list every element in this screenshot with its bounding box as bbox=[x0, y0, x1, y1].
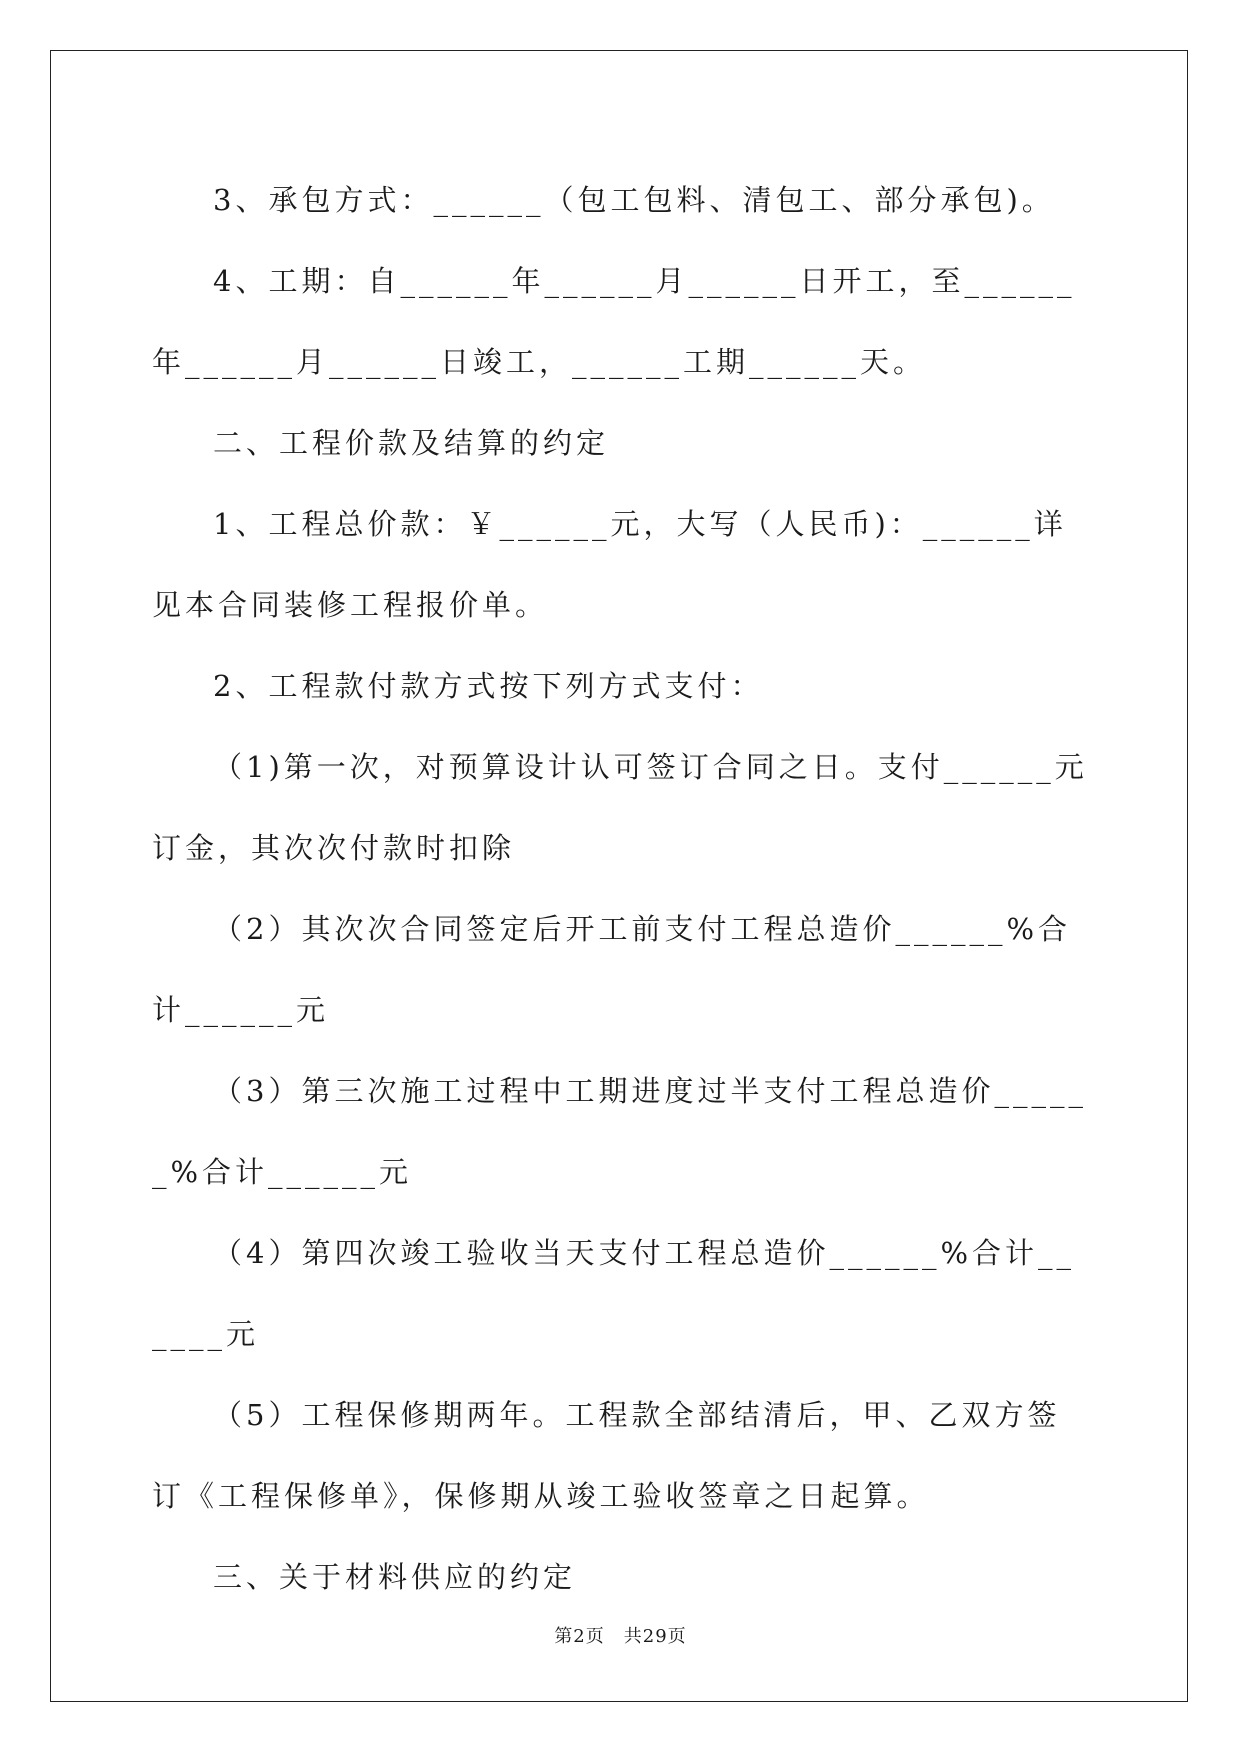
clause-contract-method: 3、承包方式：______（包工包料、清包工、部分承包)。 bbox=[213, 183, 1055, 217]
payment-item-2: （2）其次次合同签定后开工前支付工程总造价______%合计______元 bbox=[152, 912, 1072, 1027]
document-body bbox=[152, 160, 1092, 1618]
section-heading-material-supply: 三、关于材料供应的约定 bbox=[213, 1560, 577, 1594]
payment-item-3: （3）第三次施工过程中工期进度过半支付工程总造价______%合计______元 bbox=[152, 1074, 1087, 1189]
clause-construction-period: 4、工期：自______年______月______日开工，至______年______月______日竣工，______工期______天。 bbox=[152, 264, 1076, 379]
clause-total-price: 1、工程总价款：￥______元，大写（人民币)：______详见本合同装修工程报价单。 bbox=[152, 507, 1067, 622]
payment-item-1: （1)第一次，对预算设计认可签订合同之日。支付______元订金，其次次付款时扣除 bbox=[152, 750, 1088, 865]
payment-item-4: （4）第四次竣工验收当天支付工程总造价______%合计______元 bbox=[152, 1236, 1076, 1351]
page-number-footer: 第2页 共29页 bbox=[554, 1626, 687, 1647]
section-heading-price-settlement: 二、工程价款及结算的约定 bbox=[213, 426, 610, 460]
payment-item-5: （5）工程保修期两年。工程款全部结清后，甲、乙双方签订《工程保修单》，保修期从竣工验收签章之日起算。 bbox=[152, 1398, 1061, 1513]
clause-payment-method: 2、工程款付款方式按下列方式支付： bbox=[213, 669, 764, 703]
